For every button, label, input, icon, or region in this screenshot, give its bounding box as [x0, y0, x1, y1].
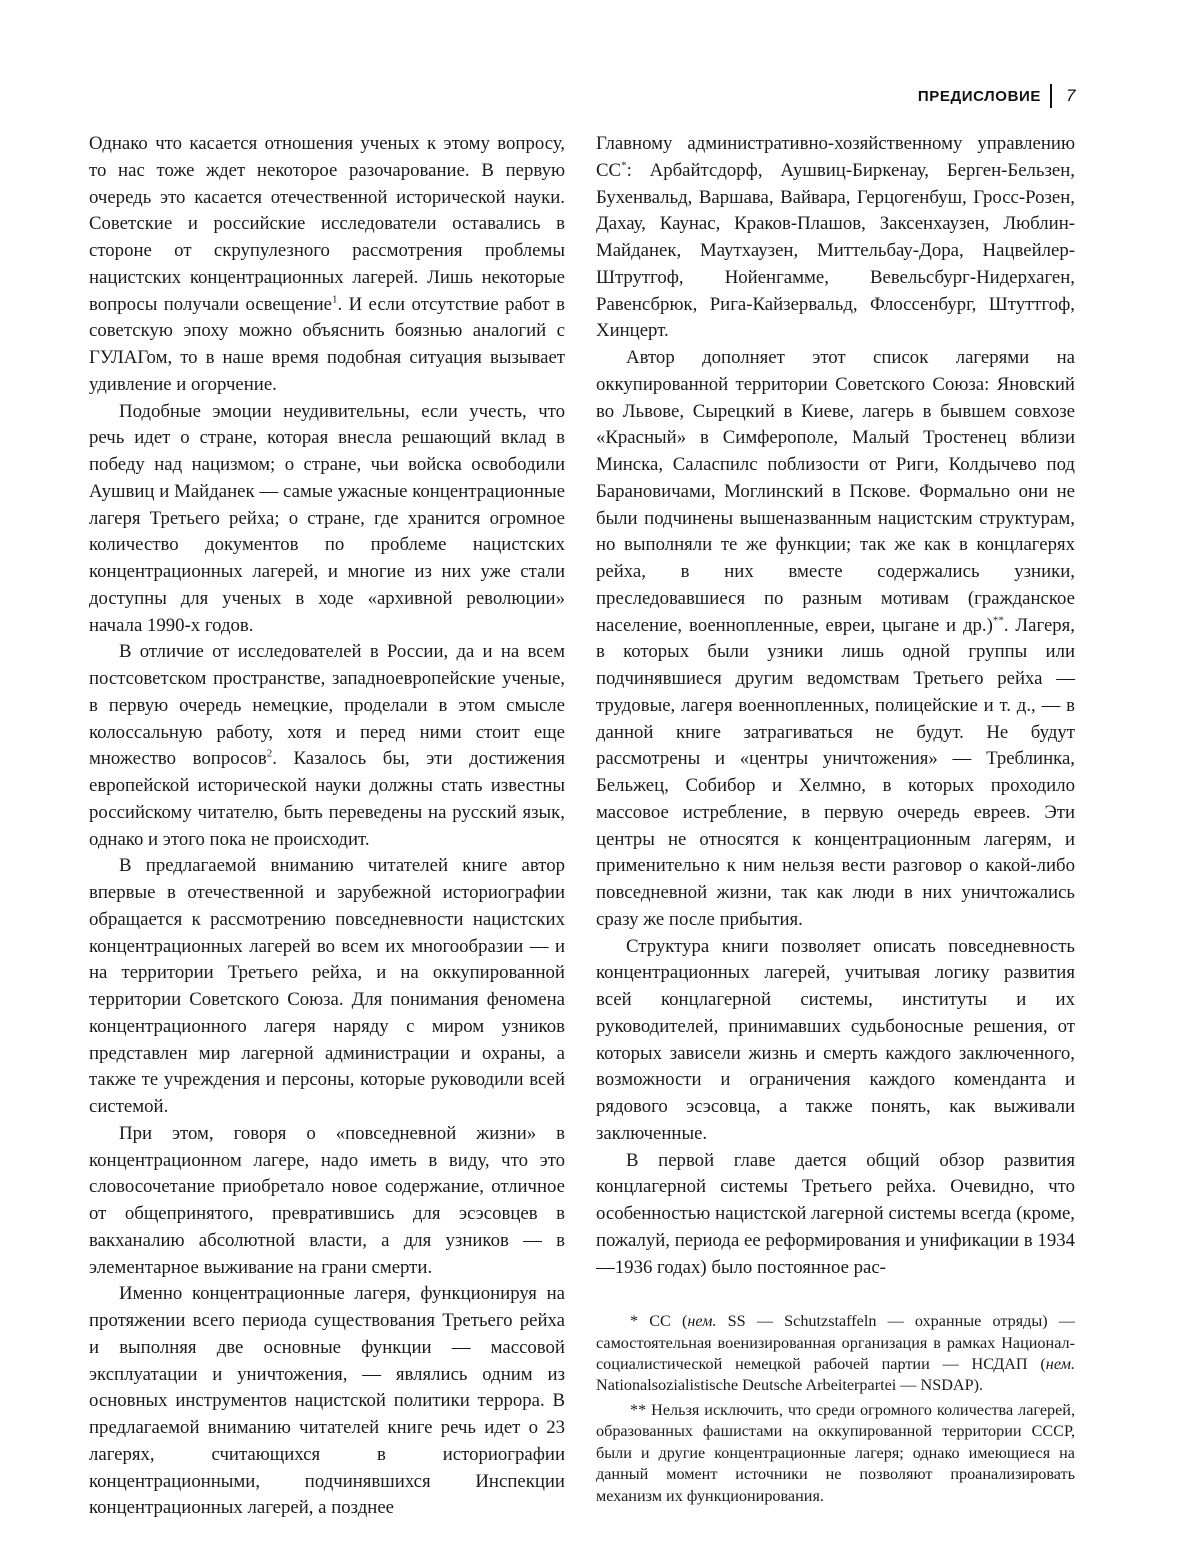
- paragraph: Структура книги позволяет описать повседневность концентрационных лагерей, учитывая логику развития всей концлагерной системы, институты и их руководителей, принимавших судьбоносные решения, от которых зависели жизнь и смерть каждого заключенного, возможности и ограничения каждого коменданта и рядового эсэсовца, а также понять, как выживали заключенные.: [596, 935, 1075, 1144]
- section-title: ПРЕДИСЛОВИЕ: [917, 88, 1041, 105]
- paragraph: При этом, говоря о «повседневной жизни» в концентрационном лагере, надо иметь в виду, что это словосочетание приобретало новое содержание, отличное от общепринятого, превратившись для эсэсовцев в вакханалию абсолютной власти, а для узников — в элементарное выживание на грани смерти.: [89, 1122, 565, 1278]
- running-head: [0, 84, 1193, 112]
- header-divider: [1050, 84, 1052, 108]
- footnote-ref: **: [992, 614, 1004, 627]
- paragraph: В первой главе дается общий обзор развития концлагерной системы Третьего рейха. Очевидно, что особенностью нацистской лагерной системы всегда (кроме, пожалуй, периода ее реформирования и унификации в 1934—1936 годах) было постоянное рас-: [596, 1149, 1075, 1278]
- footnote-ref: *: [621, 159, 627, 172]
- paragraph: В отличие от исследователей в России, да и на всем постсоветском пространстве, западноевропейские ученые, в первую очередь немецкие, проделали в этом смысле колоссальную работу, хотя и перед ними стоит еще множество вопросов$^2$. Казалось бы, эти достижения европейской исторической науки должны стать известны российскому читателю, быть переведены на русский язык, однако и этого пока не происходит.: [89, 641, 565, 850]
- paragraph: Подобные эмоции неудивительны, если учесть, что речь идет о стране, которая внесла решающий вклад в победу над нацизмом; о стране, чьи войска освободили Аушвиц и Майданек — самые ужасные концентрационные лагеря Третьего рейха; о стране, где хранится огромное количество документов по проблеме нацистских концентрационных лагерей, и многие из них уже стали доступны для ученых в ходе «архивной революции» начала 1990-х годов.: [89, 400, 565, 636]
- footnote-ref: 1: [332, 293, 338, 306]
- paragraph: Главному административно-хозяйственному управлению СС*: Арбайтсдорф, Аушвиц-Биркенау, Берген-Бельзен, Бухенвальд, Варшава, Вайвара, Герцогенбуш, Гросс-Розен, Дахау, Каунас, Краков-Плашов, Заксенхаузен, Люблин-Майданек, Маутхаузен, Миттельбау-Дора, Нацвейлер-Штрутгоф, Нойенгамме, Вевельсбург-Нидерхаген, Равенсбрюк, Рига-Кайзервальд, Флоссенбург, Штуттгоф, Хинцерт.: [596, 133, 1075, 342]
- footnote: ** Нельзя исключить, что среди огромного количества лагерей, образованных фашистами на оккупированной территории СССР, были и другие концентрационные лагеря; однако имеющиеся на данный момент источники не позволяют проанализировать механизм их функционирования.: [596, 1400, 1075, 1505]
- paragraph: Именно концентрационные лагеря, функционируя на протяжении всего периода существования Третьего рейха и выполняя две основные функции — массовой эксплуатации и уничтожения, — являлись одним из основных инструментов нацистской политики террора. В предлагаемой вниманию читателей книге речь идет о 23 лагерях, считающихся в историографии концентрационными, подчинявшихся Инспекции концентрационных лагерей, а позднее: [89, 1283, 565, 1519]
- footnotes: [596, 1311, 1075, 1507]
- left-column: [89, 131, 565, 1522]
- page-number: 7: [1066, 86, 1076, 105]
- footnote: * СС (нем. SS — Schutzstaffeln — охранные отряды) — самостоятельная военизированная организация в рамках Национал-социалистической немецкой рабочей партии — НСДАП (нем. Nationalsozialistische Deutsche Arbeiterpartei — NSDAP).: [596, 1312, 1075, 1395]
- footnote-ref: 2: [266, 747, 273, 760]
- paragraph: Автор дополняет этот список лагерями на оккупированной территории Советского Союза: Яновский во Львове, Сырецкий в Киеве, лагерь в бывшем совхозе «Красный» в Симферополе, Малый Тростенец вблизи Минска, Саласпилс поблизости от Риги, Колдычево под Барановичами, Моглинский в Пскове. Формально они не были подчинены вышеназванным нацистским структурам, но выполняли те же функции; так же как в концлагерях рейха, в них вместе содержались узники, преследовавшиеся по разным мотивам (гражданское население, военнопленные, евреи, цыгане и др.)**. Лагеря, в которых были узники лишь одной группы или подчинявшиеся другим ведомствам Третьего рейха — трудовые, лагеря военнопленных, полицейские и т. д., — в данной книге затрагиваться не будут. Не будут рассмотрены и «центры уничтожения» — Треблинка, Бельжец, Собибор и Хелмно, в которых проходило массовое истребление, в первую очередь евреев. Эти центры не относятся к концентрационным лагерям, и применительно к ним нельзя вести разговор о какой-либо повседневной жизни, так как люди в них уничтожались сразу же после прибытия.: [596, 347, 1076, 930]
- right-column: [596, 131, 1075, 1510]
- paragraph: Однако что касается отношения ученых к этому вопросу, то нас тоже ждет некоторое разочарование. В первую очередь это касается отечественной исторической науки. Советские и российские исследователи оставались в стороне от скрупулезного рассмотрения проблемы нацистских концентрационных лагерей. Лишь некоторые вопросы получали освещение$^1$. И если отсутствие работ в советскую эпоху можно объяснить боязнью аналогий с ГУЛАГом, то в наше время подобная ситуация вызывает удивление и огорчение.: [89, 133, 565, 395]
- paragraph: В предлагаемой вниманию читателей книге автор впервые в отечественной и зарубежной историографии обращается к рассмотрению повседневности нацистских концентрационных лагерей во всем их многообразии — и на территории Третьего рейха, и на оккупированной территории Советского Союза. Для понимания феномена концентрационного лагеря наряду с миром узников представлен мир лагерной администрации и охраны, а также те учреждения и персоны, которые руководили всей системой.: [89, 855, 565, 1117]
